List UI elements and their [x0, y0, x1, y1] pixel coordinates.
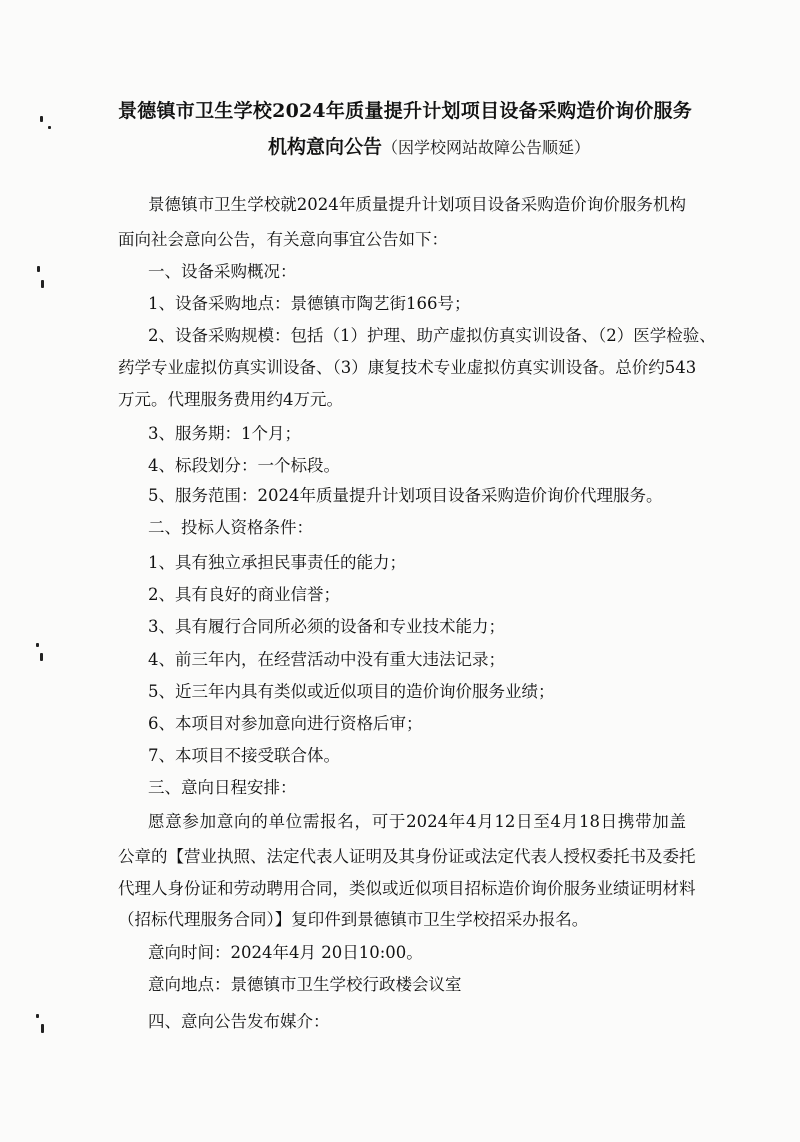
- scan-mark: [36, 643, 39, 647]
- document-title-line1: 景德镇市卫生学校2024年质量提升计划项目设备采购造价询价服务: [118, 100, 692, 122]
- list-item: 4、标段划分：一个标段。: [148, 456, 340, 475]
- list-item: 7、本项目不接受联合体。: [148, 746, 340, 765]
- list-item: 2、设备采购规模：包括（1）护理、助产虚拟仿真实训设备、（2）医学检验、: [148, 326, 716, 345]
- list-item: 1、设备采购地点：景德镇市陶艺街166号；: [148, 294, 471, 313]
- list-item: 3、具有履行合同所必须的设备和专业技术能力；: [148, 617, 505, 636]
- scan-mark: [48, 126, 51, 129]
- intro-line: 景德镇市卫生学校就2024年质量提升计划项目设备采购造价询价服务机构: [148, 195, 686, 214]
- scan-mark: [40, 116, 43, 122]
- intro-line: 面向社会意向公告，有关意向事宜公告如下：: [118, 230, 448, 249]
- list-item: 3、服务期：1个月；: [148, 424, 301, 443]
- paragraph-line: 公章的【营业执照、法定代表人证明及其身份证或法定代表人授权委托书及委托: [118, 847, 696, 866]
- scan-mark: [36, 1014, 39, 1018]
- paragraph-line: （招标代理服务合同）】复印件到景德镇市卫生学校招采办报名。: [118, 910, 589, 929]
- section-heading: 三、意向日程安排：: [148, 778, 297, 797]
- scan-mark: [37, 266, 40, 272]
- list-item: 5、服务范围：2024年质量提升计划项目设备采购造价询价代理服务。: [148, 486, 663, 505]
- list-item-continuation: 万元。代理服务费用约4万元。: [118, 390, 343, 409]
- schedule-place: 意向地点：景德镇市卫生学校行政楼会议室: [148, 975, 462, 994]
- list-item: 2、具有良好的商业信誉；: [148, 585, 340, 604]
- list-item: 4、前三年内，在经营活动中没有重大违法记录；: [148, 650, 505, 669]
- document-title-note: （因学校网站故障公告顺延）: [382, 138, 591, 157]
- paragraph-line: 代理人身份证和劳动聘用合同，类似或近似项目招标造价询价服务业绩证明材料: [118, 879, 696, 898]
- section-heading: 一、设备采购概况：: [148, 262, 297, 281]
- document-title-main: 机构意向公告: [268, 136, 383, 158]
- list-item: 1、具有独立承担民事责任的能力；: [148, 553, 406, 572]
- section-heading: 二、投标人资格条件：: [148, 518, 313, 537]
- list-item: 5、近三年内具有类似或近似项目的造价询价服务业绩；: [148, 682, 555, 701]
- scan-mark: [41, 1024, 44, 1033]
- scan-mark: [41, 280, 44, 288]
- list-item: 6、本项目对参加意向进行资格后审；: [148, 714, 423, 733]
- list-item-continuation: 药学专业虚拟仿真实训设备、（3）康复技术专业虚拟仿真实训设备。总价约543: [118, 358, 697, 377]
- scan-mark: [40, 653, 43, 661]
- document-title-line2: [268, 132, 608, 159]
- schedule-time: 意向时间：2024年4月 20日10:00。: [148, 943, 423, 962]
- section-heading: 四、意向公告发布媒介：: [148, 1012, 330, 1031]
- paragraph-line: 愿意参加意向的单位需报名，可于2024年4月12日至4月18日携带加盖: [148, 812, 686, 831]
